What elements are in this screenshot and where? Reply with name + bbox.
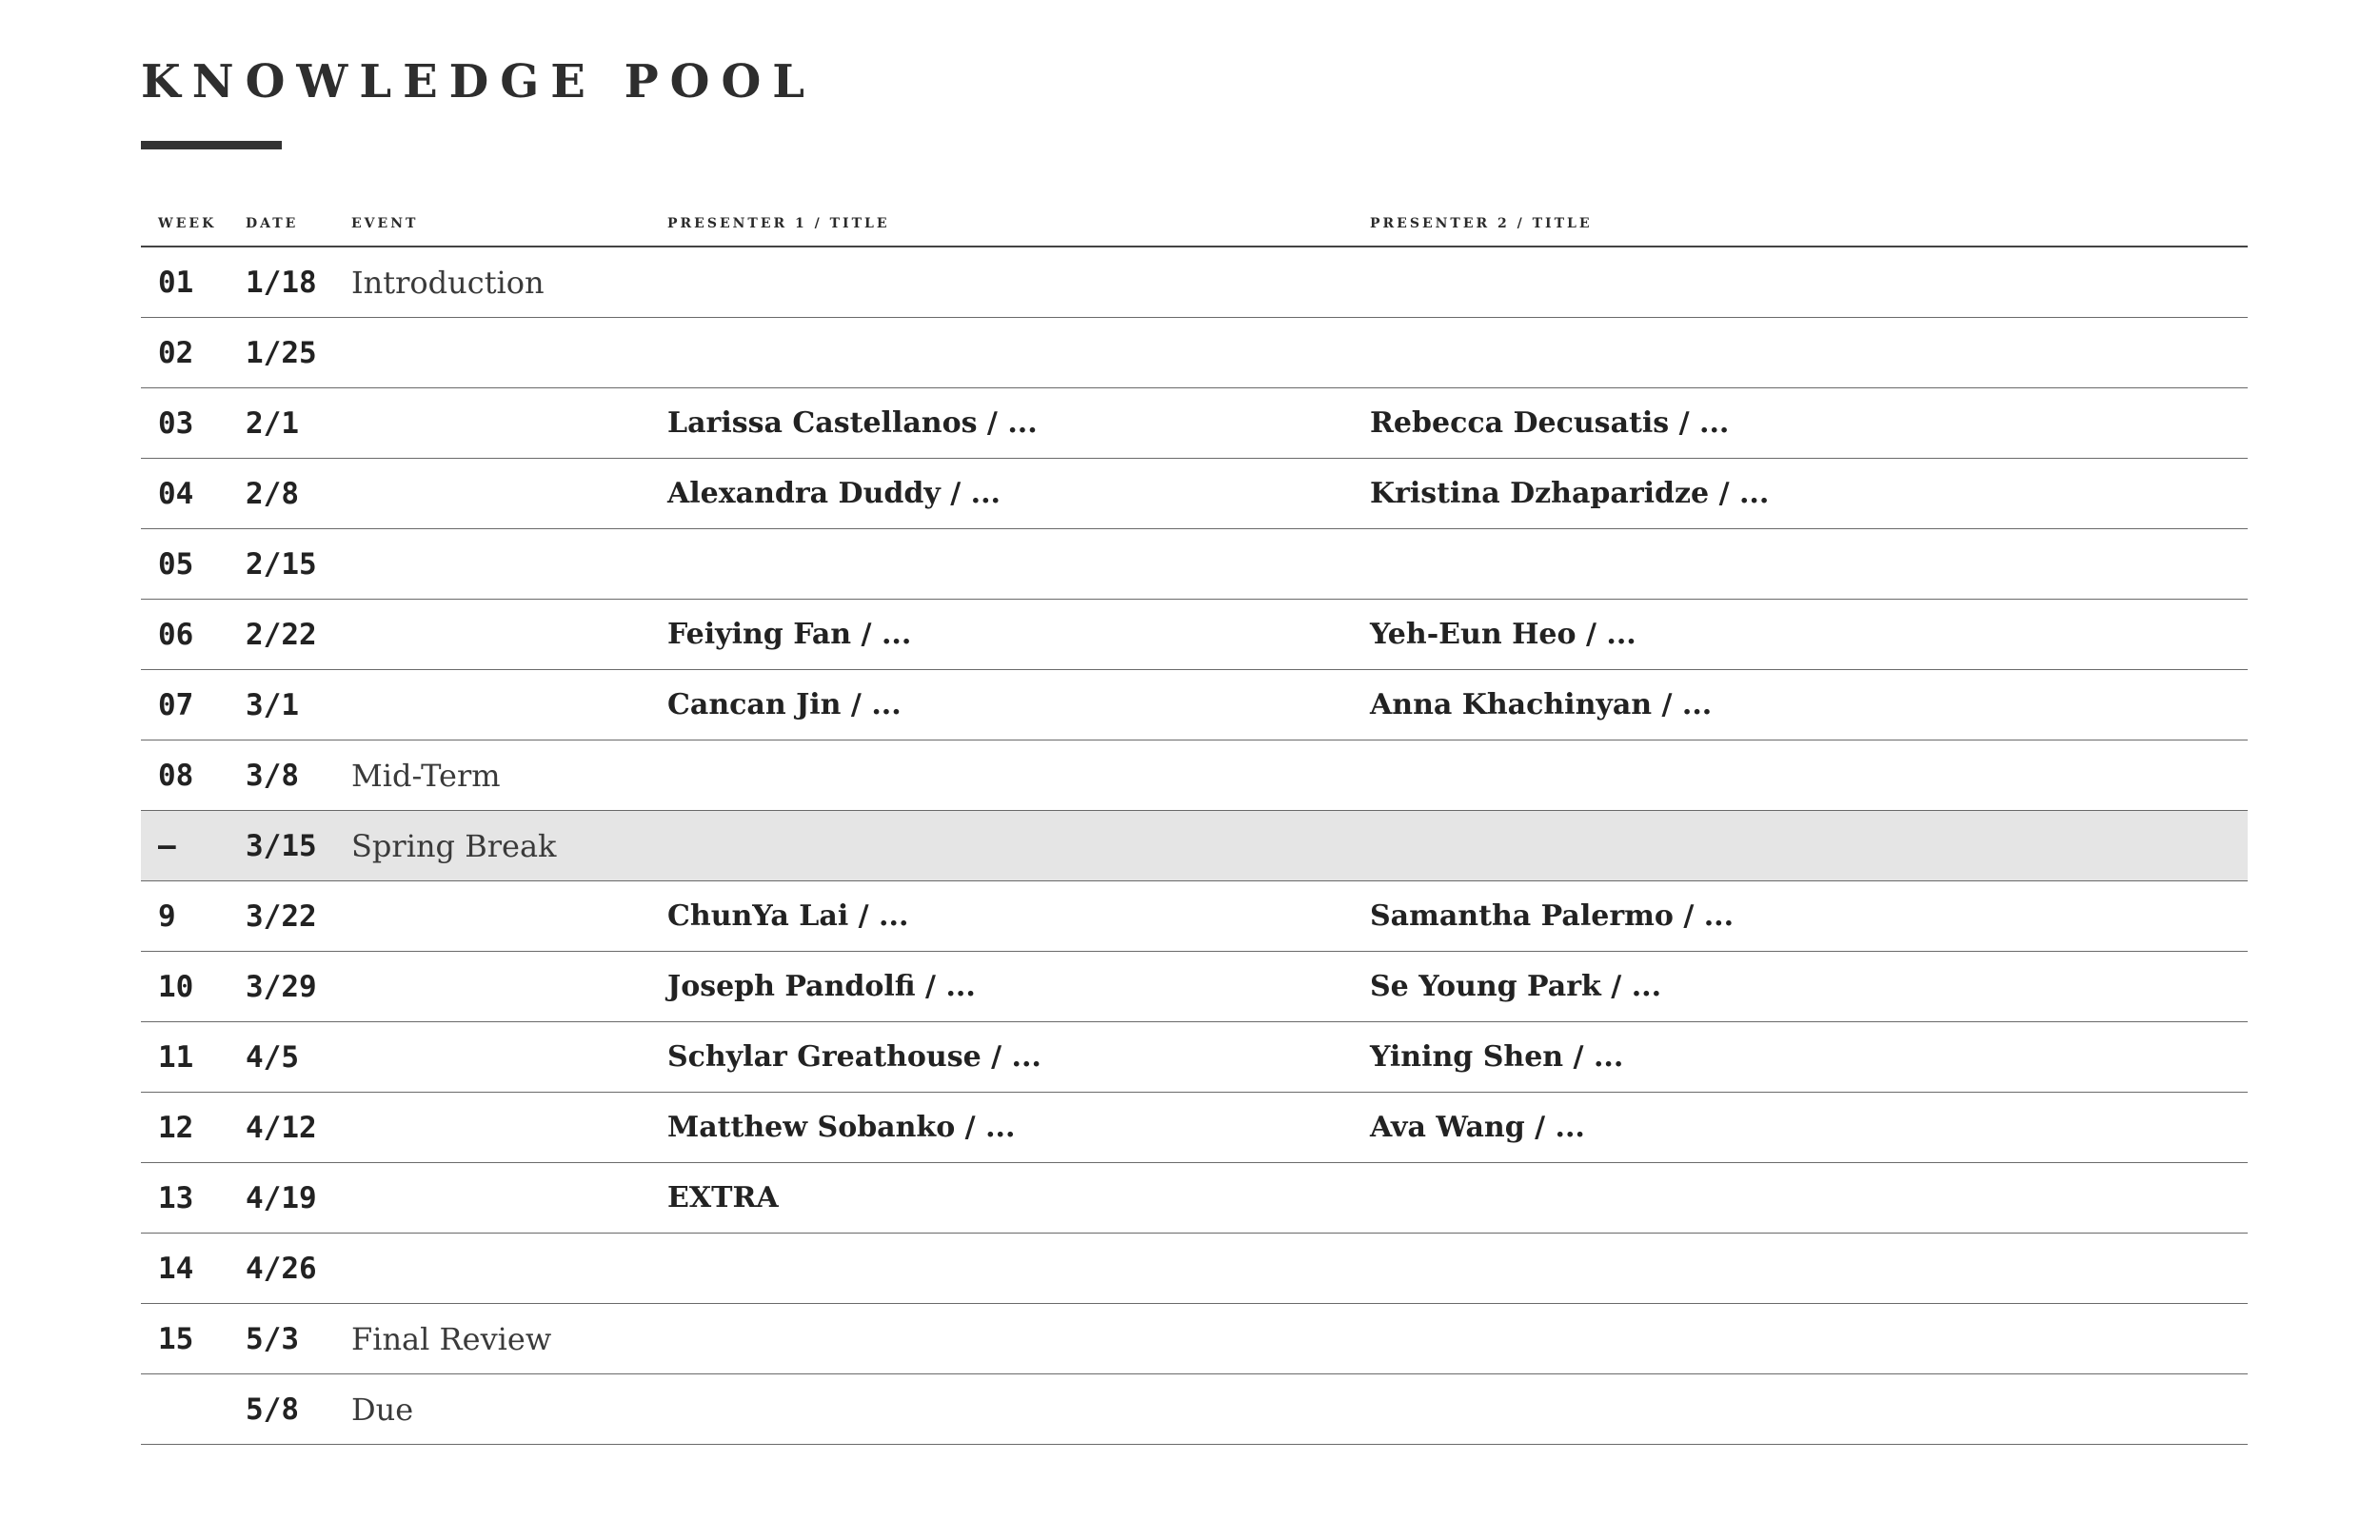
event-cell — [334, 529, 650, 600]
week-cell: 02 — [141, 318, 228, 388]
presenter-2-cell — [1353, 1234, 2248, 1304]
week-cell: 06 — [141, 600, 228, 670]
date-cell: 2/8 — [228, 459, 334, 529]
presenter-1-cell — [650, 1234, 1353, 1304]
presenter-1-cell — [650, 740, 1353, 811]
table-row — [141, 881, 2248, 952]
date-cell: 5/8 — [228, 1374, 334, 1445]
presenter-1-cell: Feiying Fan / ... — [650, 600, 1353, 670]
week-cell: 04 — [141, 459, 228, 529]
presenter-2-cell: Se Young Park / ... — [1353, 952, 2248, 1022]
schedule-table — [141, 202, 2248, 1445]
header-presenter-1: PRESENTER 1 / TITLE — [650, 202, 1353, 247]
presenter-1-cell: Alexandra Duddy / ... — [650, 459, 1353, 529]
date-cell: 3/22 — [228, 881, 334, 952]
presenter-2-cell: Ava Wang / ... — [1353, 1093, 2248, 1163]
header-presenter-2: PRESENTER 2 / TITLE — [1353, 202, 2248, 247]
presenter-1-cell: ChunYa Lai / ... — [650, 881, 1353, 952]
table-row — [141, 1304, 2248, 1374]
table-row — [141, 1374, 2248, 1445]
event-cell — [334, 600, 650, 670]
event-cell — [334, 388, 650, 459]
presenter-2-cell — [1353, 1304, 2248, 1374]
date-cell: 3/15 — [228, 811, 334, 881]
table-header — [141, 202, 2248, 247]
date-cell: 3/1 — [228, 670, 334, 740]
date-cell: 2/1 — [228, 388, 334, 459]
presenter-2-cell — [1353, 318, 2248, 388]
week-cell — [141, 1374, 228, 1445]
table-row — [141, 1163, 2248, 1234]
table-row — [141, 459, 2248, 529]
table-row — [141, 247, 2248, 318]
table-row — [141, 740, 2248, 811]
table-row — [141, 670, 2248, 740]
presenter-1-cell — [650, 318, 1353, 388]
event-cell: Mid-Term — [334, 740, 650, 811]
presenter-1-cell: Larissa Castellanos / ... — [650, 388, 1353, 459]
page-title: KNOWLEDGE POOL — [141, 55, 817, 109]
table-row — [141, 1093, 2248, 1163]
date-cell: 1/18 — [228, 247, 334, 318]
table-body — [141, 247, 2248, 1445]
presenter-1-cell — [650, 1304, 1353, 1374]
table-row — [141, 529, 2248, 600]
event-cell: Due — [334, 1374, 650, 1445]
table-row — [141, 952, 2248, 1022]
presenter-2-cell — [1353, 247, 2248, 318]
presenter-2-cell: Samantha Palermo / ... — [1353, 881, 2248, 952]
date-cell: 4/26 — [228, 1234, 334, 1304]
date-cell: 1/25 — [228, 318, 334, 388]
event-cell — [334, 459, 650, 529]
week-cell: – — [141, 811, 228, 881]
week-cell: 05 — [141, 529, 228, 600]
date-cell: 4/12 — [228, 1093, 334, 1163]
week-cell: 14 — [141, 1234, 228, 1304]
event-cell: Final Review — [334, 1304, 650, 1374]
header-event: EVENT — [334, 202, 650, 247]
header-date: DATE — [228, 202, 334, 247]
presenter-1-cell — [650, 529, 1353, 600]
presenter-1-cell: Matthew Sobanko / ... — [650, 1093, 1353, 1163]
date-cell: 5/3 — [228, 1304, 334, 1374]
presenter-2-cell — [1353, 1374, 2248, 1445]
week-cell: 12 — [141, 1093, 228, 1163]
week-cell: 13 — [141, 1163, 228, 1234]
week-cell: 07 — [141, 670, 228, 740]
presenter-1-cell: Joseph Pandolfi / ... — [650, 952, 1353, 1022]
presenter-1-cell: Schylar Greathouse / ... — [650, 1022, 1353, 1093]
week-cell: 03 — [141, 388, 228, 459]
header-week: WEEK — [141, 202, 228, 247]
presenter-1-cell: EXTRA — [650, 1163, 1353, 1234]
week-cell: 01 — [141, 247, 228, 318]
presenter-2-cell — [1353, 811, 2248, 881]
table-row — [141, 600, 2248, 670]
table-row — [141, 318, 2248, 388]
header-row — [141, 202, 2248, 247]
event-cell — [334, 1093, 650, 1163]
week-cell: 9 — [141, 881, 228, 952]
presenter-2-cell — [1353, 529, 2248, 600]
presenter-2-cell: Rebecca Decusatis / ... — [1353, 388, 2248, 459]
date-cell: 2/22 — [228, 600, 334, 670]
presenter-2-cell — [1353, 1163, 2248, 1234]
date-cell: 3/29 — [228, 952, 334, 1022]
table-row — [141, 1234, 2248, 1304]
table-row — [141, 388, 2248, 459]
presenter-2-cell: Yining Shen / ... — [1353, 1022, 2248, 1093]
presenter-2-cell: Kristina Dzhaparidze / ... — [1353, 459, 2248, 529]
event-cell — [334, 952, 650, 1022]
week-cell: 11 — [141, 1022, 228, 1093]
date-cell: 4/5 — [228, 1022, 334, 1093]
event-cell — [334, 1234, 650, 1304]
presenter-1-cell: Cancan Jin / ... — [650, 670, 1353, 740]
event-cell: Introduction — [334, 247, 650, 318]
presenter-2-cell: Yeh-Eun Heo / ... — [1353, 600, 2248, 670]
table-row — [141, 1022, 2248, 1093]
event-cell — [334, 1022, 650, 1093]
date-cell: 4/19 — [228, 1163, 334, 1234]
week-cell: 15 — [141, 1304, 228, 1374]
presenter-2-cell: Anna Khachinyan / ... — [1353, 670, 2248, 740]
week-cell: 10 — [141, 952, 228, 1022]
event-cell — [334, 318, 650, 388]
week-cell: 08 — [141, 740, 228, 811]
event-cell — [334, 670, 650, 740]
presenter-1-cell — [650, 811, 1353, 881]
date-cell: 3/8 — [228, 740, 334, 811]
presenter-1-cell — [650, 1374, 1353, 1445]
table-row — [141, 811, 2248, 881]
presenter-1-cell — [650, 247, 1353, 318]
title-underline — [141, 141, 282, 149]
date-cell: 2/15 — [228, 529, 334, 600]
event-cell — [334, 1163, 650, 1234]
presenter-2-cell — [1353, 740, 2248, 811]
event-cell: Spring Break — [334, 811, 650, 881]
event-cell — [334, 881, 650, 952]
